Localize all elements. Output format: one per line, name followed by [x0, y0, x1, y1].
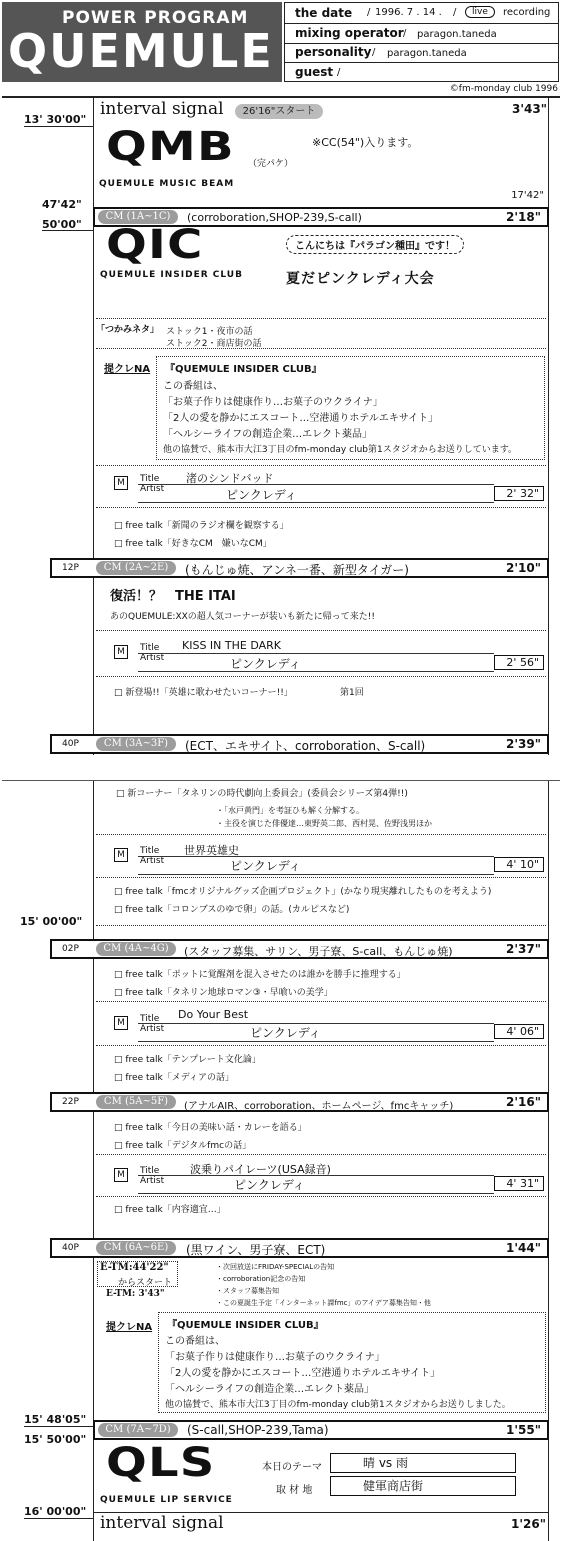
- song-artist: ピンクレディ: [230, 657, 301, 671]
- duration: 1'26": [511, 1517, 546, 1531]
- time-mark: 15' 48'05": [24, 1413, 87, 1426]
- qic-logo: QIC: [106, 222, 204, 268]
- mixing-operator-label: mixing operator: [295, 26, 404, 40]
- theme-value: 晴 vs 雨: [330, 1453, 516, 1473]
- personality-value: paragon.taneda: [387, 48, 467, 59]
- interval-signal: interval signal: [100, 99, 224, 119]
- song-artist: ピンクレディ: [250, 1026, 321, 1040]
- announcement: ・corroboration記念の告知: [216, 1275, 306, 1283]
- cm-duration: 1'55": [506, 1423, 541, 1437]
- free-talk-item: □ free talk「テンプレート文化論」: [114, 1055, 261, 1065]
- revival-title: 復活！？ THE ITAI: [110, 589, 236, 604]
- cm-row: [50, 1092, 549, 1112]
- teikure-box: 『QUEMULE INSIDER CLUB』 この番組は、 「お菓子作りは健康作り…お菓子のウクライナ」 「2人の愛を静かにエスコート…空港通りホテルエキサイト」 「ヘルシーライフの創造企業…エレクト薬品」 他の協賛で、熊本市大江3丁目のfm-monday club第1スタジオからお送りしました。: [158, 1312, 546, 1413]
- copyright: ©fm-monday club 1996: [449, 84, 558, 94]
- cm-pill: CM (5A~5F): [96, 1095, 176, 1109]
- song-title: 世界英雄史: [184, 844, 239, 857]
- tsukami-label: 「つかみネタ」: [96, 325, 160, 335]
- cm-list: (ECT、エキサイト、corroboration、S-call): [185, 739, 426, 753]
- time-mark: 15' 50'00": [24, 1433, 87, 1446]
- song-duration: 4' 31": [494, 1176, 544, 1191]
- location-label: 取 材 地: [276, 1485, 313, 1496]
- personality-label: personality: [295, 45, 372, 59]
- announcement: ・次回放送にFRIDAY-SPECIALの告知: [216, 1263, 335, 1271]
- duration: 17'42": [511, 190, 544, 201]
- qmb-subtitle: QUEMULE MUSIC BEAM: [99, 179, 235, 189]
- music-icon: M: [114, 476, 128, 490]
- music-icon: M: [114, 645, 128, 659]
- cm-duration: 2'18": [506, 210, 541, 224]
- song-artist: ピンクレディ: [230, 859, 301, 873]
- free-talk-item: □ free talk「内容適宜…」: [114, 1205, 226, 1215]
- tsukami-item: ストック1・夜市の話: [166, 327, 253, 337]
- cm-row: [50, 558, 549, 578]
- new-corner-episode: 第1回: [340, 688, 364, 698]
- music-icon: M: [114, 1016, 128, 1030]
- revival-description: あのQUEMULE:XXの超人気コーナーが装いも新たに帰って来た!!: [110, 612, 375, 622]
- time-mark: 16' 00'00": [24, 1505, 87, 1518]
- announcement: ・この夏誕生予定「インターネット課fmc」のアイデア募集告知・他: [216, 1299, 431, 1307]
- cm-side-label: 22P: [62, 1097, 79, 1107]
- free-talk-item: □ free talk「デジタルfmcの話」: [114, 1141, 252, 1151]
- logo-power-program: POWER PROGRAM: [62, 8, 249, 28]
- time-mark: 50'00": [42, 218, 82, 231]
- song-title: Do Your Best: [178, 1008, 249, 1021]
- music-icon: M: [114, 1168, 128, 1182]
- corner-note: ・「水戸黄門」を考証ひも解く分解する。: [216, 806, 364, 815]
- mixing-operator-value: paragon.taneda: [417, 29, 497, 40]
- teikure-label: 提クレNA: [106, 1322, 153, 1333]
- free-talk-item: □ free talk「コロンブスのゆで卵」の話。(カルピスなど): [114, 905, 350, 915]
- time-mark: 47'42": [42, 198, 82, 211]
- qic-title: 夏だピンクレディ大会: [286, 271, 435, 287]
- music-icon: M: [114, 848, 128, 862]
- cm-pill: CM (7A~7D): [98, 1423, 178, 1437]
- song-duration: 2' 32": [494, 486, 544, 501]
- announcement: ・スタッフ募集告知: [216, 1287, 279, 1295]
- free-talk-item: □ free talk「新聞のラジオ欄を観察する」: [114, 521, 289, 531]
- song-artist: ピンクレディ: [234, 1178, 305, 1192]
- qic-greeting: こんにちは『パラゴン種田』です！: [286, 235, 464, 254]
- corner-note: ・主役を演じた俳優達…東野英二郎、西村晃、佐野浅男ほか: [216, 819, 432, 828]
- free-talk-item: □ free talk「好きなCM 嫌いなCM」: [114, 539, 272, 549]
- new-corner: □ 新コーナー「タネリンの時代劇向上委員会」(委員会シリーズ第4弾!!): [116, 789, 408, 799]
- etm-box: E-TM:44'22" からスタート: [97, 1261, 178, 1287]
- etm-value: E-TM: 3'43": [106, 1289, 165, 1299]
- song-artist: ピンクレディ: [226, 488, 297, 502]
- header-info-box: the date / 1996. 7 . 14 . / live recording mixing operator / paragon.taneda personality / paragon.taneda guest /: [284, 2, 559, 82]
- song-duration: 4' 06": [494, 1024, 544, 1039]
- interval-signal: interval signal: [100, 1513, 224, 1533]
- free-talk-item: □ free talk「ポットに覚醒剤を混入させたのは誰かを勝手に推理する」: [114, 970, 406, 980]
- qmb-note-paren: （完パケ）: [248, 159, 294, 169]
- cm-list: (黒ワイン、男子寮、ECT): [186, 1243, 326, 1257]
- teikure-box: 『QUEMULE INSIDER CLUB』 この番組は、 「お菓子作りは健康作り…お菓子のウクライナ」 「2人の愛を静かにエスコート…空港通りホテルエキサイト」 「ヘルシーライフの創造企業…エレクト薬品」 他の協賛で、熊本市大江3丁目のfm-monday club第1スタジオからお送りしています。: [156, 356, 545, 460]
- cm-side-label: 02P: [62, 944, 79, 954]
- cm-side-label: 12P: [62, 563, 79, 573]
- guest-label: guest: [295, 65, 334, 79]
- cm-list: (corroboration,SHOP-239,S-call): [187, 211, 362, 224]
- tsukami-item: ストック2・商店街の話: [166, 339, 262, 349]
- date-value: 1996. 7 . 14 .: [375, 7, 442, 18]
- song-title: 渚のシンドバッド: [186, 472, 274, 485]
- cm-list: (アナルAIR、corroboration、ホームページ、fmcキャッチ): [184, 1101, 454, 1112]
- qls-subtitle: QUEMULE LIP SERVICE: [100, 1495, 233, 1505]
- cm-pill: CM (4A~4G): [96, 942, 176, 956]
- live-badge: live: [465, 6, 495, 18]
- free-talk-item: □ free talk「タネリン地球ロマン③・早喰いの美学」: [114, 988, 333, 998]
- qmb-note: ※CC(54")入ります。: [312, 136, 419, 149]
- cm-row: [93, 1420, 549, 1440]
- cm-pill: CM (2A~2E): [96, 561, 176, 575]
- teikure-label: 提クレNA: [104, 364, 151, 375]
- new-corner: □ 新登場!!「英雄に歌わせたいコーナー!!」: [114, 688, 293, 698]
- cm-pill: CM (6A~6E): [96, 1241, 176, 1255]
- cm-row: [50, 1238, 549, 1258]
- cm-duration: 2'39": [506, 737, 541, 751]
- theme-label: 本日のテーマ: [262, 1462, 322, 1473]
- cm-duration: 2'10": [506, 561, 541, 575]
- program-logo: [2, 2, 282, 82]
- qls-logo: QLS: [106, 1440, 216, 1486]
- cm-list: (S-call,SHOP-239,Tama): [187, 1423, 329, 1437]
- song-title: 波乗りパイレーツ(USA録音): [190, 1163, 331, 1176]
- time-mark: 15' 00'00": [20, 915, 83, 928]
- cm-row: [50, 939, 549, 959]
- cm-duration: 2'16": [506, 1095, 541, 1109]
- cm-pill: CM (1A~1C): [98, 210, 178, 224]
- location-value: 健軍商店街: [330, 1476, 516, 1496]
- cm-list: (スタッフ募集、サリン、男子寮、S-call、もんじゅ焼): [184, 945, 453, 958]
- start-pill: 26'16"スタート: [235, 104, 323, 119]
- song-title: KISS IN THE DARK: [182, 639, 281, 652]
- free-talk-item: □ free talk「メディアの話」: [114, 1073, 235, 1083]
- logo-quemule: QUEMULE: [8, 24, 274, 78]
- cm-duration: 2'37": [506, 942, 541, 956]
- recording-label: recording: [503, 7, 551, 18]
- time-mark: 13' 30'00": [24, 113, 87, 126]
- cm-list: (もんじゅ焼、アンネ一番、新型タイガー): [185, 563, 409, 577]
- free-talk-item: □ free talk「今日の美味い話・カレーを語る」: [114, 1123, 307, 1133]
- cm-duration: 1'44": [506, 1241, 541, 1255]
- free-talk-item: □ free talk「fmcオリジナルグッズ企画プロジェクト」(かなり現実離れしたものを考えよう): [114, 887, 492, 897]
- song-duration: 2' 56": [494, 655, 544, 670]
- qmb-logo: QMB: [106, 124, 235, 170]
- song-duration: 4' 10": [494, 857, 544, 872]
- cm-row: [50, 734, 549, 754]
- duration: 3'43": [512, 102, 547, 116]
- cm-pill: CM (3A~3F): [96, 737, 176, 751]
- qic-subtitle: QUEMULE INSIDER CLUB: [100, 270, 243, 280]
- cm-side-label: 40P: [62, 1243, 79, 1253]
- cm-side-label: 40P: [62, 739, 79, 749]
- date-label: the date: [295, 6, 353, 20]
